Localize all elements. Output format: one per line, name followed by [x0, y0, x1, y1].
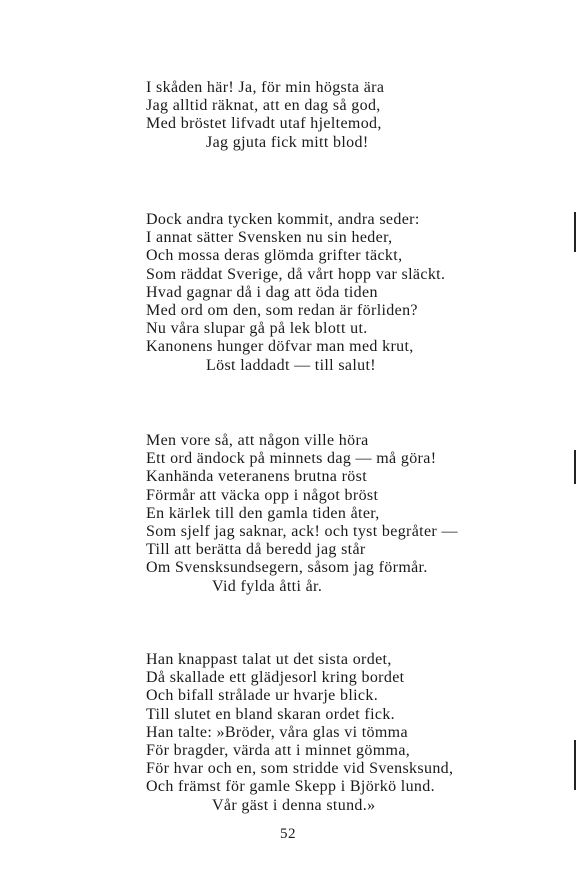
verse-line: I skåden här! Ja, för min högsta ära: [146, 79, 385, 96]
verse-refrain-line: Vår gäst i denna stund.»: [212, 796, 376, 814]
verse-line: För hvar och en, som stridde vid Svensksund,: [146, 760, 454, 778]
verse-line: Hvad gagnar då i dag att öda tiden: [146, 283, 378, 301]
verse-refrain-line: Löst laddadt — till salut!: [206, 356, 376, 374]
verse-line: För bragder, värda att i minnet gömma,: [146, 741, 411, 759]
verse-line: Som sjelf jag saknar, ack! och tyst begråter —: [146, 522, 458, 540]
verse-line: Och främst för gamle Skepp i Björkö lund.: [146, 778, 435, 796]
verse-line: Och mossa deras glömda grifter täckt,: [146, 247, 403, 265]
verse-refrain-line: Jag gjuta fick mitt blod!: [206, 133, 369, 151]
stanza-3: [146, 432, 458, 596]
verse-line: Nu våra slupar gå på lek blott ut.: [146, 320, 368, 338]
verse-line: Och bifall strålade ur hvarje blick.: [146, 687, 379, 705]
verse-line: I annat sätter Svensken nu sin heder,: [146, 229, 393, 247]
verse-line: Han knappast talat ut det sista ordet,: [146, 651, 392, 668]
verse-line: Då skallade ett glädjesorl kring bordet: [146, 669, 405, 687]
verse-line: Dock andra tycken kommit, andra seder:: [146, 211, 420, 228]
verse-line: Ett ord ändock på minnets dag — må göra!: [146, 450, 437, 468]
verse-line: Med bröstet lifvadt utaf hjeltemod,: [146, 115, 382, 133]
verse-line: Förmår att väcka opp i något bröst: [146, 486, 379, 504]
verse-line: Han talte: »Bröder, våra glas vi tömma: [146, 723, 408, 741]
page-number: 52: [280, 826, 296, 842]
verse-line: Kanonens hunger döfvar man med krut,: [146, 338, 414, 356]
verse-line: Kanhända veteranens brutna röst: [146, 468, 367, 486]
verse-line: Med ord om den, som redan är förliden?: [146, 301, 418, 319]
verse-line: Som räddat Sverige, då vårt hopp var släckt.: [146, 265, 446, 283]
verse-line: Men vore så, att någon ville höra: [146, 432, 369, 449]
stanza-1: [146, 79, 384, 152]
verse-line: Jag alltid räknat, att en dag så god,: [146, 97, 381, 115]
stanza-2: [146, 211, 445, 375]
verse-line: Till slutet en bland skaran ordet fick.: [146, 705, 396, 723]
verse-line: En kärlek till den gamla tiden åter,: [146, 504, 380, 522]
verse-line: Till att berätta då beredd jag står: [146, 541, 366, 559]
verse-refrain-line: Vid fylda åtti år.: [212, 577, 323, 595]
verse-line: Om Svensksundsegern, såsom jag förmår.: [146, 559, 428, 577]
stanza-4: [146, 651, 453, 815]
